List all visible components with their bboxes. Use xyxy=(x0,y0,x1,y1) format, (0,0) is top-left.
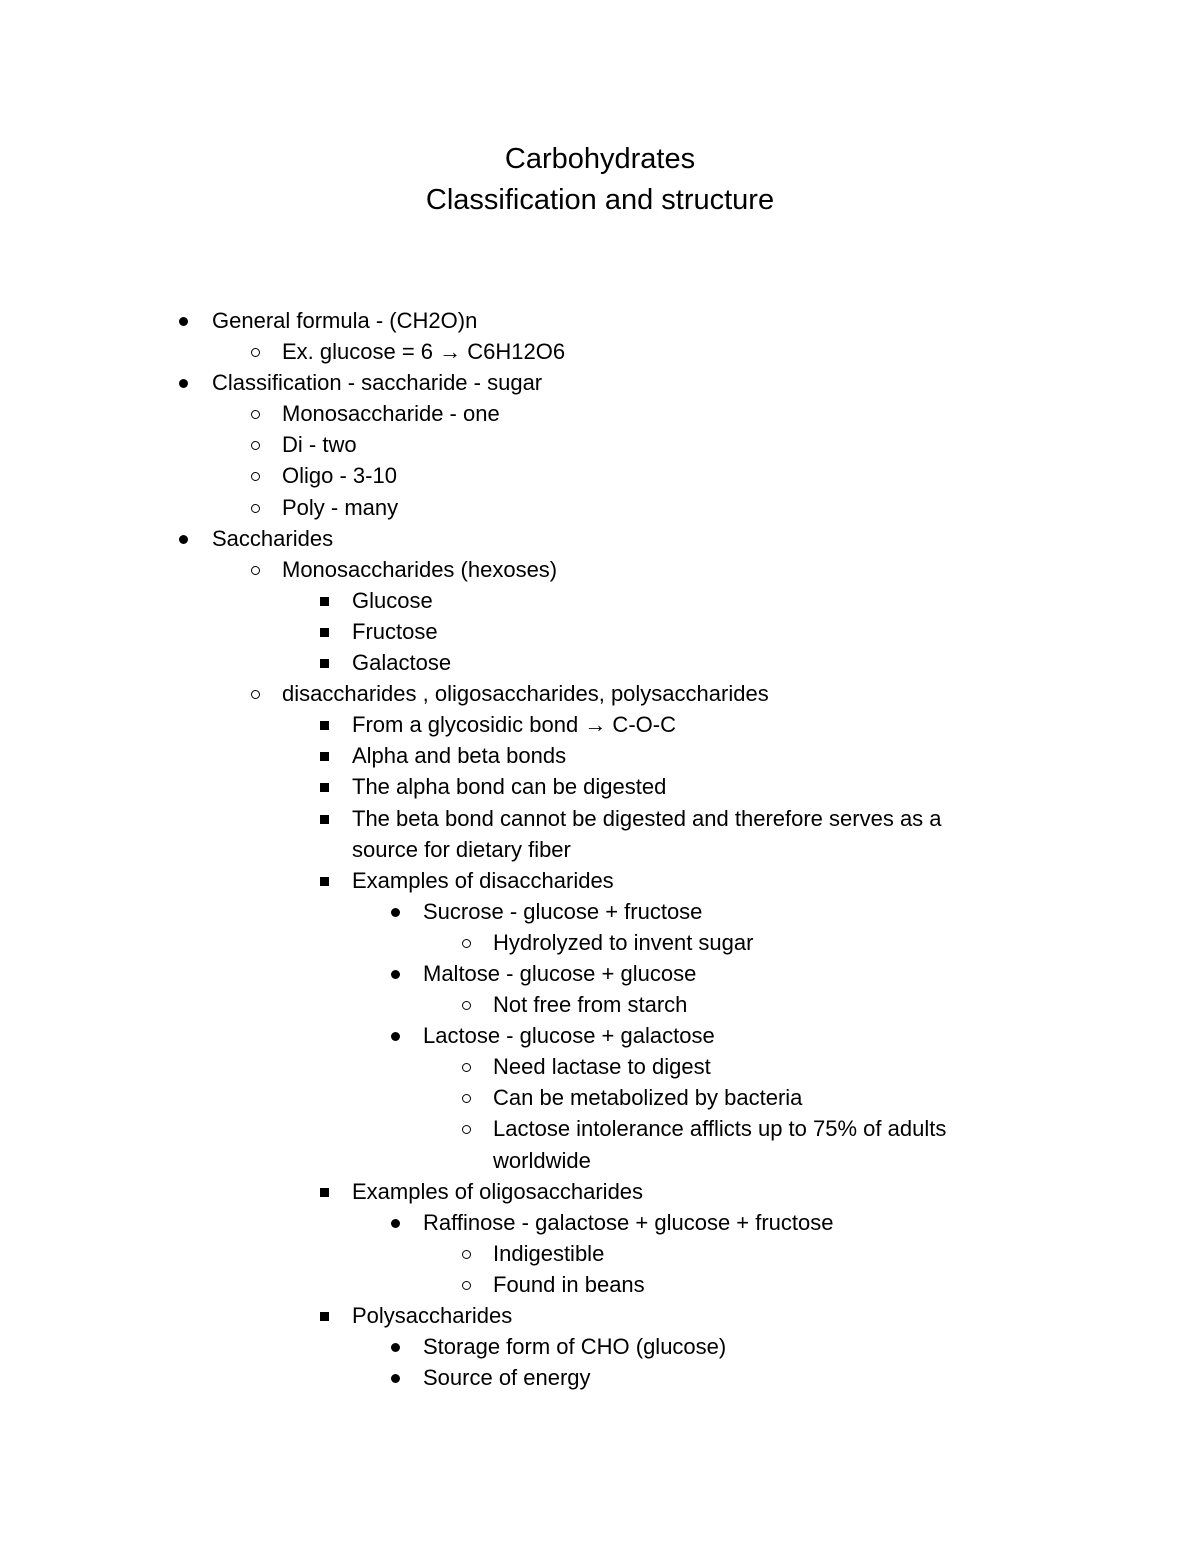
hollow-circle-bullet-icon xyxy=(246,554,266,585)
list-item-text: Maltose - glucose + glucose xyxy=(423,960,697,986)
hollow-circle-bullet-icon xyxy=(457,1051,477,1082)
filled-circle-bullet-icon xyxy=(387,896,407,927)
list-item xyxy=(0,1051,1200,1082)
hollow-circle-bullet-icon xyxy=(246,336,266,367)
hollow-circle-bullet-icon xyxy=(457,1113,477,1144)
list-item-text: Di - two xyxy=(282,432,357,458)
list-item xyxy=(0,398,1200,429)
list-item-text: Raffinose - galactose + glucose + fructose xyxy=(423,1209,834,1235)
hollow-circle-bullet-icon xyxy=(457,1082,477,1113)
hollow-circle-bullet-icon xyxy=(246,678,266,709)
list-item xyxy=(0,585,1200,616)
list-item-text: Hydrolyzed to invent sugar xyxy=(493,929,754,955)
list-item-text: Polysaccharides xyxy=(352,1303,513,1328)
list-item xyxy=(0,1020,1200,1051)
list-item xyxy=(0,865,1200,896)
list-item xyxy=(0,1269,1200,1300)
list-item xyxy=(0,1238,1200,1269)
list-item-text: Not free from starch xyxy=(493,992,688,1018)
list-item xyxy=(0,1362,1200,1393)
hollow-circle-bullet-icon xyxy=(457,1269,477,1300)
list-item xyxy=(0,678,1200,709)
list-item xyxy=(0,1113,1200,1175)
list-item xyxy=(0,647,1200,678)
list-item-text: Monosaccharides (hexoses) xyxy=(282,556,558,582)
list-item xyxy=(0,460,1200,491)
filled-circle-bullet-icon xyxy=(175,523,195,554)
list-item xyxy=(0,1331,1200,1362)
hollow-circle-bullet-icon xyxy=(246,460,266,491)
list-item-text: Need lactase to digest xyxy=(493,1054,711,1080)
list-item-text: Galactose xyxy=(352,650,452,676)
hollow-circle-bullet-icon xyxy=(457,927,477,958)
square-bullet-icon xyxy=(316,740,336,771)
list-item-text: The alpha bond can be digested xyxy=(352,774,667,800)
square-bullet-icon xyxy=(316,585,336,616)
square-bullet-icon xyxy=(316,771,336,802)
list-item-text: Found in beans xyxy=(493,1271,645,1297)
hollow-circle-bullet-icon xyxy=(246,492,266,523)
document-subtitle: Classification and structure xyxy=(425,184,775,216)
list-item-text: Sucrose - glucose + fructose xyxy=(423,898,703,924)
hollow-circle-bullet-icon xyxy=(246,429,266,460)
list-item-text: Monosaccharide - one xyxy=(282,401,500,427)
list-item-text: Fructose xyxy=(352,618,438,644)
list-item xyxy=(0,492,1200,523)
list-item xyxy=(0,616,1200,647)
square-bullet-icon xyxy=(316,616,336,647)
list-item-text: Lactose intolerance afflicts up to 75% of adults worldwide xyxy=(493,1116,947,1173)
list-item-text: Examples of oligosaccharides xyxy=(352,1178,644,1204)
list-item-text: Oligo - 3-10 xyxy=(282,463,397,489)
list-item xyxy=(0,1207,1200,1238)
list-item xyxy=(0,896,1200,927)
list-item-text: Storage form of CHO (glucose) xyxy=(423,1334,727,1360)
square-bullet-icon xyxy=(316,1300,336,1331)
list-item-text: Source of energy xyxy=(423,1365,591,1391)
list-item-text: Classification - saccharide - sugar xyxy=(212,370,543,396)
filled-circle-bullet-icon xyxy=(387,958,407,989)
square-bullet-icon xyxy=(316,865,336,896)
list-item-text: Ex. glucose = 6 → C6H12O6 xyxy=(282,339,566,365)
filled-circle-bullet-icon xyxy=(387,1207,407,1238)
list-item xyxy=(0,367,1200,398)
bullet-outline xyxy=(0,305,1200,1393)
list-item xyxy=(0,927,1200,958)
list-item xyxy=(0,429,1200,460)
list-item-text: The beta bond cannot be digested and therefore serves as a source for dietary fiber xyxy=(352,805,942,862)
document-title: Carbohydrates xyxy=(504,143,696,175)
list-item-text: Indigestible xyxy=(493,1240,605,1266)
list-item xyxy=(0,305,1200,336)
list-item-text: Saccharides xyxy=(212,525,334,551)
square-bullet-icon xyxy=(316,803,336,834)
list-item xyxy=(0,740,1200,771)
filled-circle-bullet-icon xyxy=(387,1020,407,1051)
list-item-text: Examples of disaccharides xyxy=(352,867,614,893)
list-item xyxy=(0,771,1200,802)
list-item-text: Glucose xyxy=(352,587,433,613)
square-bullet-icon xyxy=(316,647,336,678)
list-item xyxy=(0,1082,1200,1113)
square-bullet-icon xyxy=(316,709,336,740)
list-item-text: disaccharides , oligosaccharides, polysaccharides xyxy=(282,681,769,707)
list-item xyxy=(0,523,1200,554)
list-item xyxy=(0,1176,1200,1207)
square-bullet-icon xyxy=(316,1176,336,1207)
list-item-text: Lactose - glucose + galactose xyxy=(423,1023,715,1049)
hollow-circle-bullet-icon xyxy=(457,989,477,1020)
list-item xyxy=(0,803,1200,865)
filled-circle-bullet-icon xyxy=(387,1331,407,1362)
list-item-text: Poly - many xyxy=(282,494,399,520)
list-item xyxy=(0,709,1200,740)
list-item xyxy=(0,958,1200,989)
hollow-circle-bullet-icon xyxy=(457,1238,477,1269)
filled-circle-bullet-icon xyxy=(387,1362,407,1393)
list-item-text: Alpha and beta bonds xyxy=(352,743,567,769)
list-item xyxy=(0,989,1200,1020)
list-item xyxy=(0,336,1200,367)
list-item xyxy=(0,554,1200,585)
hollow-circle-bullet-icon xyxy=(246,398,266,429)
filled-circle-bullet-icon xyxy=(175,305,195,336)
list-item xyxy=(0,1300,1200,1331)
list-item-text: General formula - (CH2O)n xyxy=(212,308,478,333)
list-item-text: From a glycosidic bond → C-O-C xyxy=(352,712,676,738)
list-item-text: Can be metabolized by bacteria xyxy=(493,1085,803,1111)
filled-circle-bullet-icon xyxy=(175,367,195,398)
